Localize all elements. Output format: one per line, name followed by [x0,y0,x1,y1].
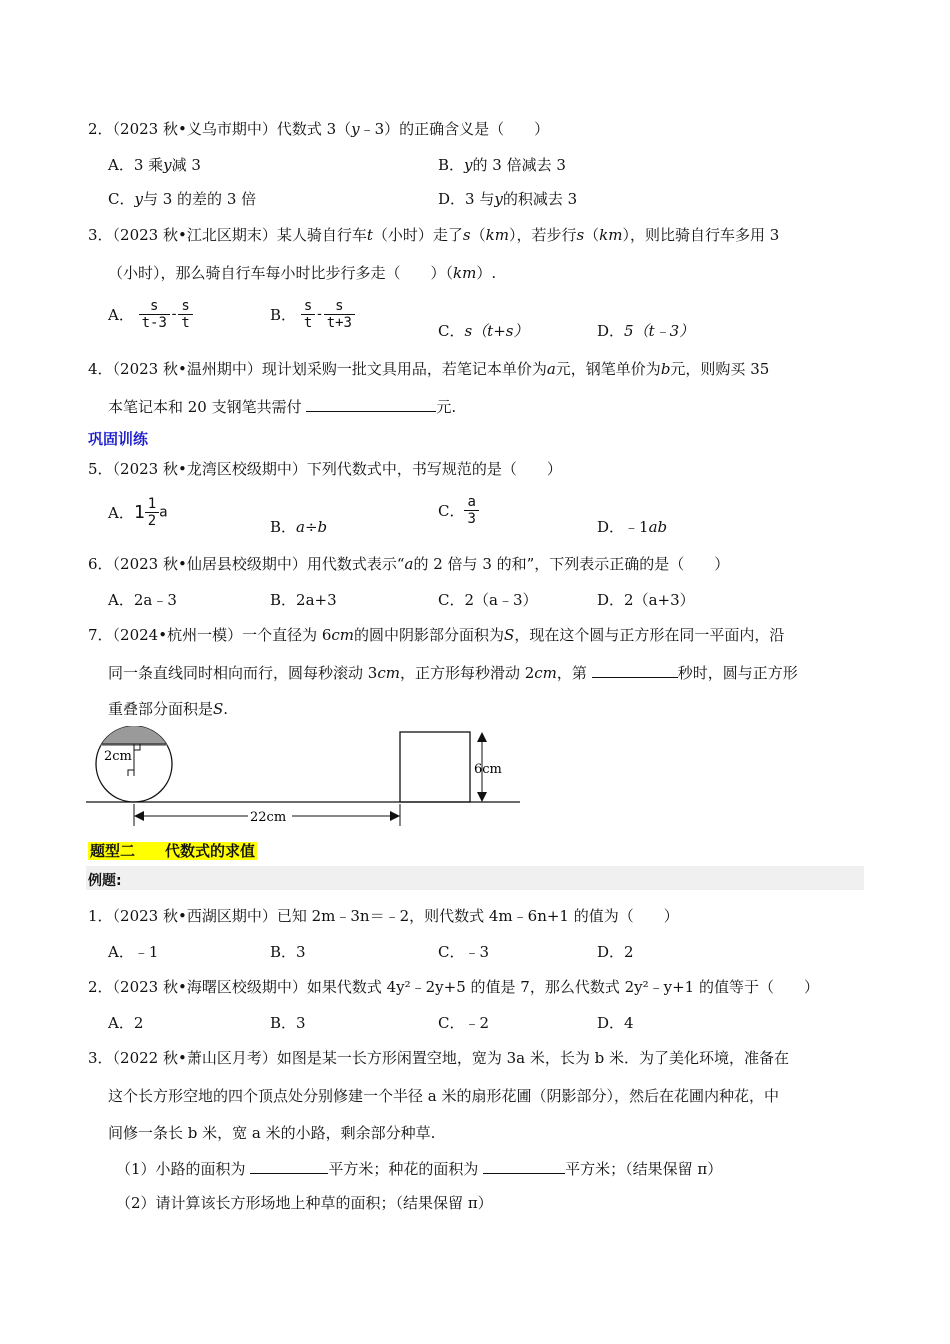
label-6cm: 6cm [474,762,502,777]
answer-blank[interactable] [592,663,678,678]
question-5-stem: 5．（2023 秋•龙湾区校级期中）下列代数式中，书写规范的是（ ） [88,460,562,478]
question-2-stem: 2．（2023 秋•义乌市期中）代数式 3（y﹣3）的正确含义是（ ） [88,120,550,138]
question-7-line-1: 7．（2024•杭州一模）一个直径为 6cm的圆中阴影部分面积为S，现在这个圆与正方形在同一平面内，沿 [88,626,785,644]
q2-option-a[interactable]: A．3 乘y减 3 [108,156,201,174]
fraction: $\frac{s}{t}$ [301,298,315,331]
q3-option-d[interactable]: D．5（t﹣3） [597,322,695,340]
q6-option-a[interactable]: A．2a﹣3 [108,591,177,609]
q2-option-c[interactable]: C．y与 3 的差的 3 倍 [108,190,257,208]
q3-option-a[interactable]: A． $\frac{s}{t-3}$ - $\frac{s}{t}$ [108,298,193,331]
label-2cm: 2cm [104,749,132,764]
question-3-line-1: 3．（2023 秋•江北区期末）某人骑自行车t（小时）走了s（km），若步行s（km），则比骑自行车多用 3 [88,226,780,244]
q6-option-c[interactable]: C．2（a﹣3） [438,591,538,609]
q3-option-c[interactable]: C．s（t+s） [438,322,529,340]
e1-option-b[interactable]: B．3 [270,943,306,961]
e1-option-d[interactable]: D．2 [597,943,634,961]
question-3-line-2: （小时），那么骑自行车每小时比步行多走（ ）（km）. [108,264,497,282]
example-3-sub-2: （2）请计算该长方形场地上种草的面积；（结果保留 π） [116,1194,493,1212]
examples-label: 例题: [88,873,122,889]
section-consolidate-title: 巩固训练 [88,430,149,448]
e2-option-b[interactable]: B．3 [270,1014,306,1032]
e2-option-d[interactable]: D．4 [597,1014,634,1032]
fraction: $\frac{1}{2}$ [145,496,159,529]
type-2-heading: 题型二 代数式的求值 [90,842,256,860]
example-3-line-3: 间修一条长 b 米，宽 a 米的小路，剩余部分种草. [108,1124,436,1142]
e2-option-a[interactable]: A．2 [108,1014,144,1032]
examples-bar [86,866,864,890]
label-22cm: 22cm [250,810,287,825]
q2-option-d[interactable]: D．3 与y的积减去 3 [438,190,578,208]
fraction: $\frac{s}{t}$ [178,298,192,331]
fraction: $\frac{a}{3}$ [464,494,478,527]
q3-option-b[interactable]: B． $\frac{s}{t}$ - $\frac{s}{t+3}$ [270,298,355,331]
question-6-stem: 6．（2023 秋•仙居县校级期中）用代数式表示“a的 2 倍与 3 的和”，下列表示正确的是（ ） [88,555,730,573]
q5-option-d[interactable]: D．﹣1ab [597,518,668,536]
fraction: $\frac{s}{t-3}$ [139,298,170,331]
question-7-line-3: 重叠部分面积是S. [108,700,229,718]
circle-square-figure [86,726,522,826]
q6-option-d[interactable]: D．2（a+3） [597,591,695,609]
answer-blank[interactable] [306,397,436,412]
question-4-line-2: 本笔记本和 20 支钢笔共需付 元. [108,398,457,416]
q5-option-c[interactable]: C． $\frac{a}{3}$ [438,494,479,527]
question-7-line-2: 同一条直线同时相向而行，圆每秒滚动 3cm，正方形每秒滑动 2cm，第 秒时，圆与正方形 [108,664,798,682]
q5-option-b[interactable]: B．a÷b [270,518,328,536]
e1-option-c[interactable]: C．﹣3 [438,943,490,961]
e2-option-c[interactable]: C．﹣2 [438,1014,490,1032]
answer-blank[interactable] [483,1159,565,1174]
example-3-sub-1: （1）小路的面积为 平方米；种花的面积为 平方米；（结果保留 π） [116,1160,723,1178]
example-3-line-1: 3．（2022 秋•萧山区月考）如图是某一长方形闲置空地，宽为 3a 米，长为 b 米．为了美化环境，准备在 [88,1049,789,1067]
example-3-line-2: 这个长方形空地的四个顶点处分别修建一个半径 a 米的扇形花圃（阴影部分），然后在花圃内种花，中 [108,1087,779,1105]
q2-option-b[interactable]: B．y的 3 倍减去 3 [438,156,566,174]
e1-option-a[interactable]: A．﹣1 [108,943,159,961]
square [400,732,470,802]
answer-blank[interactable] [250,1159,328,1174]
example-1-stem: 1．（2023 秋•西湖区期中）已知 2m﹣3n＝﹣2，则代数式 4m﹣6n+1 的值为（ ） [88,907,679,925]
shaded-segment [86,726,182,746]
q5-option-a[interactable]: A．1 $\frac{1}{2}$ a [108,496,168,529]
question-4-line-1: 4．（2023 秋•温州期中）现计划采购一批文具用品，若笔记本单价为a元，钢笔单价为b元，则购买 35 [88,360,770,378]
q6-option-b[interactable]: B．2a+3 [270,591,337,609]
example-2-stem: 2．（2023 秋•海曙区校级期中）如果代数式 4y²﹣2y+5 的值是 7，那么代数式 2y²﹣y+1 的值等于（ ） [88,978,819,996]
fraction: $\frac{s}{t+3}$ [324,298,355,331]
